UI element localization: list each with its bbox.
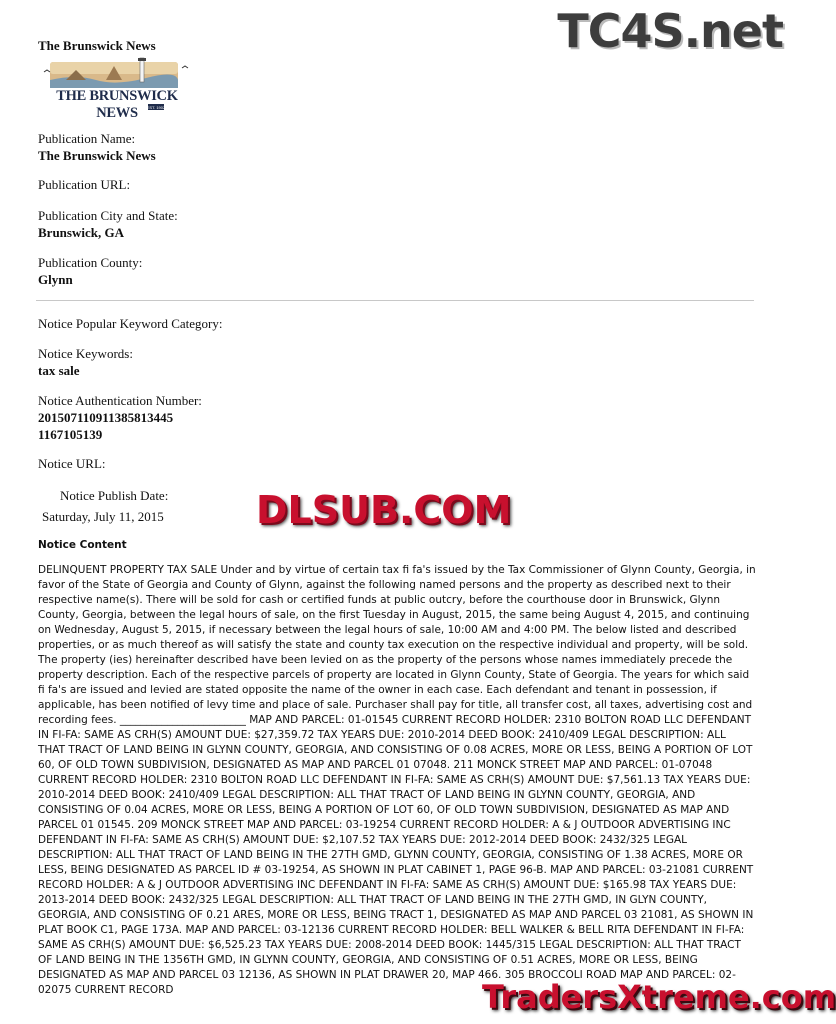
watermark-dlsub: DLSUB.COM [256,488,512,532]
logo-badge: EST. 1902 [146,105,166,110]
publish-date-value: Saturday, July 11, 2015 [42,509,164,524]
auth-number-field [38,392,202,443]
city-state-field [38,207,178,241]
watermark-tradersxtreme: TradersXtreme.com [482,978,836,1016]
keyword-category-field [38,315,222,332]
logo-wordmark: THE BRUNSWICK NEWS [56,88,178,121]
section-divider [36,300,754,301]
brunswick-news-logo [36,58,198,121]
watermark-tc4s: TC4S.net [557,4,783,58]
county-value: Glynn [38,272,73,287]
publication-url-label: Publication URL: [38,177,131,192]
paper-name-heading: The Brunswick News [38,38,156,53]
auth-number-line2: 1167105139 [38,427,103,442]
city-state-label: Publication City and State: [38,208,178,223]
keywords-field [38,345,133,379]
publication-name-value: The Brunswick News [38,148,156,163]
county-field [38,254,142,288]
publication-url-field [38,176,130,193]
notice-content-heading: Notice Content [38,539,127,551]
county-label: Publication County: [38,255,143,270]
keyword-category-label: Notice Popular Keyword Category: [38,316,223,331]
city-state-value: Brunswick, GA [38,225,124,240]
notice-url-label: Notice URL: [38,456,106,471]
keywords-label: Notice Keywords: [38,346,133,361]
notice-url-field [38,455,106,472]
auth-number-line1: 201507110911385813445 [38,410,174,425]
publish-date-label: Notice Publish Date: [60,488,169,503]
auth-number-label: Notice Authentication Number: [38,393,202,408]
keywords-value: tax sale [38,363,80,378]
publication-name-field [38,130,156,164]
publication-name-label: Publication Name: [38,131,136,146]
notice-content-body: DELINQUENT PROPERTY TAX SALE Under and by virtue of certain tax fi fa's issued by the Tax Commissioner of Glynn County, Georgia, in favor of the State of Georgia and County of Glynn, against the following named persons and the property as described next to their respective name(s). There will be sold for cash or certified funds at public outcry, before the courthouse door in Brunswick, Glynn County, Georgia, between the legal hours of sale, on the first Tuesday in August, 2015, the same being August 4, 2015, and continuing on Wednesday, August 5, 2015, if necessary between the legal hours of sale, 10:00 AM and 4:00 PM. The below listed and described properties, or as much thereof as will satisfy the state and county tax execution on the respective individual and property, will be sold. The property (ies) hereinafter described have been levied on as the property of the persons whose names immediately precede the property description. Each of the respective parcels of property are located in Glynn County, State of Georgia. The years for which said fi fa's are issued and levied are stated opposite the name of the owner in each case. Each defendant and tenant in possession, if applicable, has been notified of levy time and place of sale. Purchaser shall pay for title, all transfer cost, all taxes, advertising cost and recording fees. ________________________ MAP AND PARCEL: 01-01545 CURRENT RECORD HOLDER: 2310 BOLTON ROAD LLC DEFENDANT IN FI-FA: SAME AS CRH(S) AMOUNT DUE: $27,359.72 TAX YEARS DUE: 2010-2014 DEED BOOK: 2410/409 LEGAL DESCRIPTION: ALL THAT TRACT OF LAND BEING IN GLYNN COUNTY, GEORGIA, AND CONSISTING OF 0.08 ACRES, MORE OR LESS, BEING A PORTION OF LOT 60, OF OLD TOWN SUBDIVISION, DESIGNATED AS MAP AND PARCEL 01 07048. 211 MONCK STREET MAP AND PARCEL: 01-07048 CURRENT RECORD HOLDER: 2310 BOLTON ROAD LLC DEFENDANT IN FI-FA: SAME AS CRH(S) AMOUNT DUE: $7,561.13 TAX YEARS DUE: 2010-2014 DEED BOOK: 2410/409 LEGAL DESCRIPTION: ALL THAT TRACT OF LAND BEING IN GLYNN COUNTY, GEORGIA, AND CONSISTING OF 0.04 ACRES, MORE OR LESS, BEING A PORTION OF LOT 60, OF OLD TOWN SUBDIVISION, DESIGNATED AS MAP AND PARCEL 01 01545. 209 MONCK STREET MAP AND PARCEL: 03-19254 CURRENT RECORD HOLDER: A & J OUTDOOR ADVERTISING INC DEFENDANT IN FI-FA: SAME AS CRH(S) AMOUNT DUE: $2,107.52 TAX YEARS DUE: 2012-2014 DEED BOOK: 2432/325 LEGAL DESCRIPTION: ALL THAT TRACT OF LAND BEING IN THE 27TH GMD, GLYNN COUNTY, GEORGIA, CONSISTING OF 1.38 ACRES, MORE OR LESS, BEING DESIGNATED AS PARCEL ID # 03-19254, AS SHOWN IN PLAT CABINET 1, PAGE 96-B. MAP AND PARCEL: 03-21081 CURRENT RECORD HOLDER: A & J OUTDOOR ADVERTISING INC DEFENDANT IN FI-FA: SAME AS CRH(S) AMOUNT DUE: $165.98 TAX YEARS DUE: 2013-2014 DEED BOOK: 2432/325 LEGAL DESCRIPTION: ALL THAT TRACT OF LAND BEING IN THE 27TH GMD, IN GLYN COUNTY, GEORGIA, AND CONSISTING OF 0.21 ARES, MORE OR LESS, BEING TRACT 1, DESIGNATED AS MAP AND PARCEL 03 21081, AS SHOWN IN PLAT BOOK C1, PAGE 173A. MAP AND PARCEL: 03-12136 CURRENT RECORD HOLDER: BELL WALKER & BELL RITA DEFENDANT IN FI-FA: SAME AS CRH(S) AMOUNT DUE: $6,525.23 TAX YEARS DUE: 2008-2014 DEED BOOK: 1445/315 LEGAL DESCRIPTION: ALL THAT TRACT OF LAND BEING IN THE 1356TH GMD, IN GLYNN COUNTY, GEORGIA, AND CONSISTING OF 0.51 ACRES, MORE OR LESS, BEING DESIGNATED AS MAP AND PARCEL 03 12136, AS SHOWN IN PLAT DRAWER 20, MAP 466. 305 BROCCOLI ROAD MAP AND PARCEL: 02-02075 CURRENT RECORD [38,564,756,996]
